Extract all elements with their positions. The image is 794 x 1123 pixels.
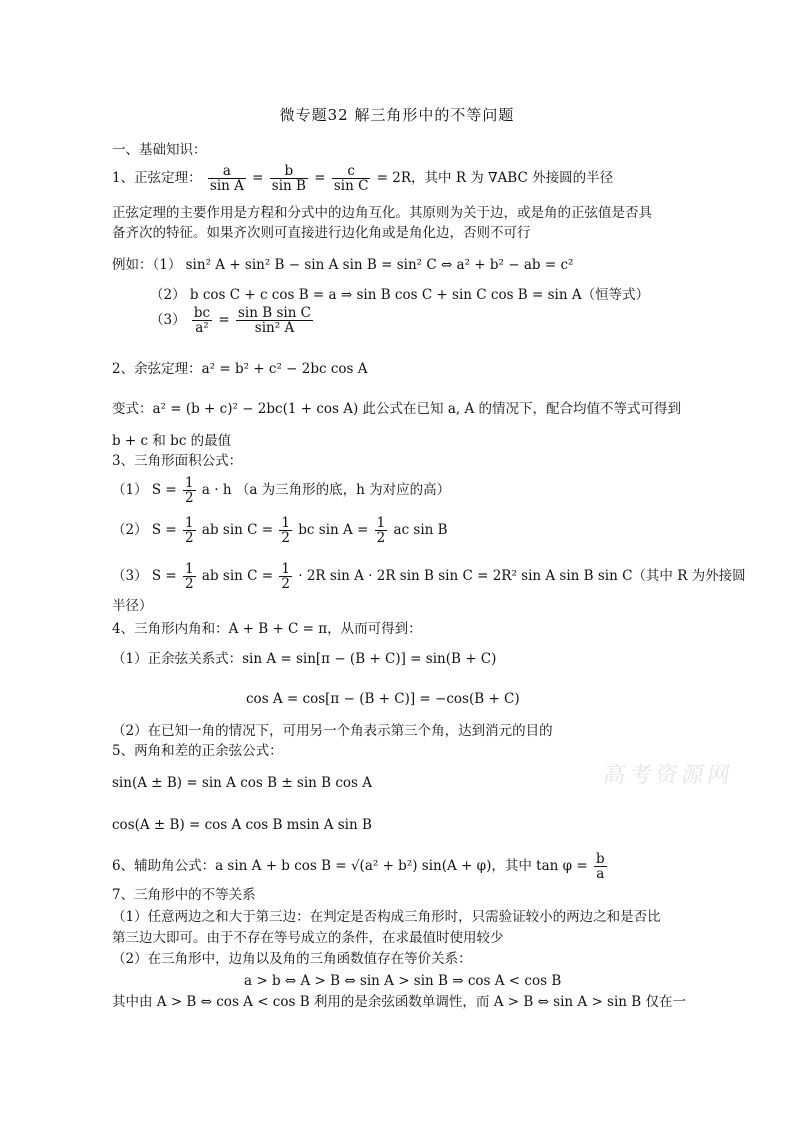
denominator: sin C xyxy=(333,178,369,194)
denominator: 2 xyxy=(185,530,194,546)
area-1-tail: a · h （a 为三角形的底，h 为对应的高） xyxy=(201,482,451,498)
area-2-lead: （2） S = xyxy=(112,522,177,538)
auxiliary-angle-text: 6、辅助角公式：a sin A + b cos B = √(a² + b²) sin(A + φ)，其中 tan φ = xyxy=(112,858,588,874)
angle-sum-line-3: （2）在已知一角的情况下，可用另一个角表示第三个角，达到消元的目的 xyxy=(112,723,553,739)
fraction-one-half xyxy=(183,562,196,591)
section-heading-area: 3、三角形面积公式： xyxy=(112,453,243,469)
numerator: c xyxy=(332,164,371,179)
inequality-line-2: 第三边大即可。由于不存在等号成立的条件，在求最值时使用较少 xyxy=(112,930,504,946)
fraction-sines xyxy=(236,306,313,335)
denominator: 2 xyxy=(185,576,194,592)
law-of-sines-line: 1、正弦定理： $\frac{a}{\text{sin A}}$ = $\frac{b}{\text{sin B}}$ = $\frac{c}{\text{sin C}}$ = 2R，其中 R 为 ∇ABC 外接圆的半径 xyxy=(112,163,614,194)
section-heading-sum-difference: 5、两角和差的正余弦公式： xyxy=(112,743,283,759)
law-of-cosines-line: 2、余弦定理：a² = b² + c² − 2bc cos A xyxy=(112,361,368,377)
denominator: sin² A xyxy=(254,320,295,336)
numerator: 1 xyxy=(185,475,194,491)
numerator: 1 xyxy=(185,561,194,577)
paragraph-line: 备齐次的特征。如果齐次则可直接进行边化角或是角化边，否则不可行 xyxy=(112,225,531,241)
numerator: sin B sin C xyxy=(238,305,312,321)
page-title: 微专题32 解三角形中的不等问题 xyxy=(279,106,515,124)
fraction-one-half xyxy=(183,516,196,545)
area-formula-3 xyxy=(112,562,746,591)
area-3-lead: （3） S = xyxy=(112,568,177,584)
area-3-term-1: ab sin C = xyxy=(201,568,274,584)
fraction-c-over-sinC xyxy=(332,164,371,193)
sin-sum-difference-formula: sin(A ± B) = sin A cos B ± sin B cos A xyxy=(112,775,373,791)
section-heading-angle-sum: 4、三角形内角和：A + B + C = π，从而可得到： xyxy=(112,621,422,637)
fraction-one-half xyxy=(183,476,196,505)
example-line-1: 例如：（1） sin² A + sin² B − sin A sin B = sin² C ⇔ a² + b² − ab = c² xyxy=(112,257,574,273)
area-1-lead: （1） S = xyxy=(112,482,177,498)
law-of-sines-lead: 1、正弦定理： xyxy=(112,170,202,186)
inequality-chain: a > b ⇔ A > B ⇔ sin A > sin B ⇒ cos A < cos B xyxy=(244,973,562,989)
denominator: 2 xyxy=(281,576,290,592)
fraction-b-over-a xyxy=(594,852,607,881)
section-heading-basics: 一、基础知识： xyxy=(112,142,207,158)
denominator: a² xyxy=(195,320,209,336)
example-line-3: （3） $\frac{bc}{\text{a²}}$ = $\frac{\text{sin B sin C}}{\text{sin² A}}$ xyxy=(150,305,312,336)
law-of-sines-tail: = 2R，其中 R 为 ∇ABC 外接圆的半径 xyxy=(376,170,614,186)
numerator: 1 xyxy=(376,515,386,531)
fraction-a-over-sinA xyxy=(208,164,246,193)
cos-sum-difference-formula: cos(A ± B) = cos A cos B msin A sin B xyxy=(112,817,372,833)
denominator: 2 xyxy=(376,530,386,546)
angle-sum-line-1: （1）正余弦关系式：sin A = sin[π − (B + C)] = sin(B + C) xyxy=(112,651,497,667)
fraction-one-half xyxy=(279,562,292,591)
paragraph-line: 正弦定理的主要作用是方程和分式中的边角互化。其原则为关于边，或是角的正弦值是否具 xyxy=(112,205,652,221)
denominator: sin B xyxy=(271,178,306,194)
area-3-term-2: · 2R sin A · 2R sin B sin C = 2R² sin A sin B sin C（其中 R 为外接圆 xyxy=(298,568,746,584)
numerator: bc xyxy=(193,305,211,321)
denominator: a xyxy=(596,866,605,882)
inequality-line-3: （2）在三角形中，边角以及角的三角函数值存在等价关系： xyxy=(112,951,472,967)
inequality-line-1: （1）任意两边之和大于第三边：在判定是否构成三角形时，只需验证较小的两边之和是否比 xyxy=(112,909,661,925)
area-formula-3-continued: 半径） xyxy=(112,598,153,614)
area-formula-2 xyxy=(112,516,448,545)
auxiliary-angle-line xyxy=(112,852,609,881)
watermark: 高考资源网 xyxy=(601,763,736,788)
inequality-line-5: 其中由 A > B ⇔ cos A < cos B 利用的是余弦函数单调性，而 A > B ⇔ sin A > sin B 仅在一 xyxy=(112,994,686,1010)
example-3-lead: （3） xyxy=(150,312,186,328)
angle-sum-line-2: cos A = cos[π − (B + C)] = −cos(B + C) xyxy=(246,691,520,707)
numerator: 1 xyxy=(281,561,290,577)
area-2-term-3: ac sin B xyxy=(393,522,448,538)
example-line-2: （2） b cos C + c cos B = a ⇒ sin B cos C + sin C cos B = sin A（恒等式） xyxy=(150,287,650,303)
numerator: 1 xyxy=(185,515,194,531)
section-heading-inequalities: 7、三角形中的不等关系 xyxy=(112,887,256,903)
denominator: 2 xyxy=(185,490,194,506)
denominator: sin A xyxy=(209,178,244,194)
variant-line-2: b + c 和 bc 的最值 xyxy=(112,433,232,449)
fraction-bc-over-a2 xyxy=(192,306,212,335)
numerator: b xyxy=(270,164,308,179)
fraction-one-half xyxy=(375,516,388,545)
area-2-term-2: bc sin A = xyxy=(298,522,369,538)
fraction-one-half xyxy=(279,516,292,545)
numerator: 1 xyxy=(281,515,290,531)
numerator: b xyxy=(595,851,605,867)
area-2-term-1: ab sin C = xyxy=(201,522,274,538)
area-formula-1 xyxy=(112,476,450,505)
denominator: 2 xyxy=(281,530,290,546)
variant-line-1: 变式：a² = (b + c)² − 2bc(1 + cos A) 此公式在已知 a, A 的情况下，配合均值不等式可得到 xyxy=(112,401,682,417)
fraction-b-over-sinB xyxy=(270,164,308,193)
numerator: a xyxy=(208,164,246,179)
